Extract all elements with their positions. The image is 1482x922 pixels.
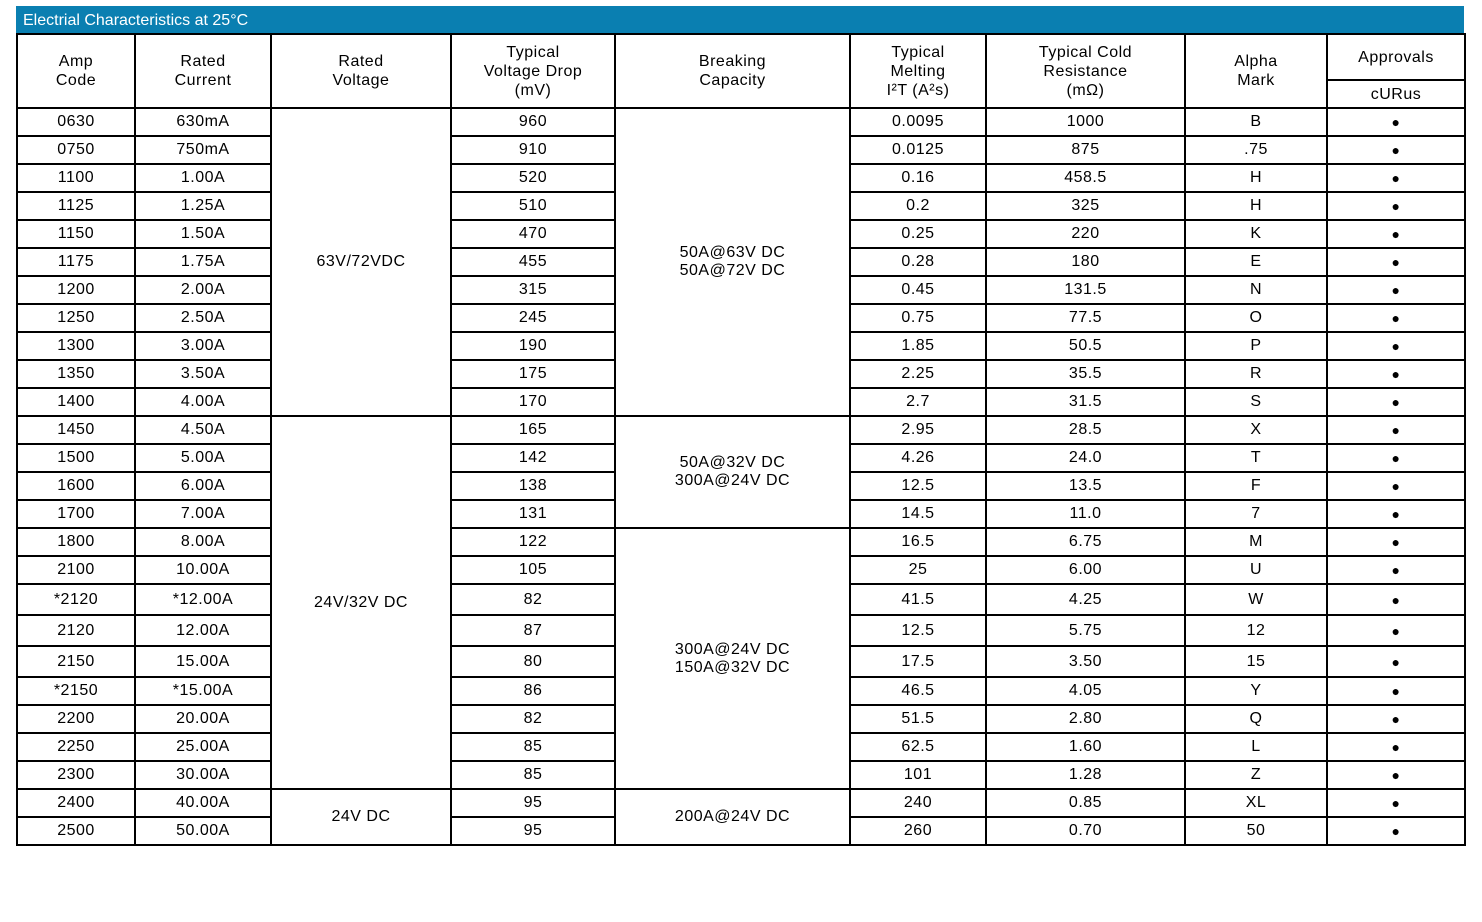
header-approvals-curus: cURus [1327, 80, 1465, 108]
header-voltage-drop [451, 34, 615, 108]
header-rated-current-line: Rated [180, 53, 226, 70]
breaking-capacity-line: 150A@32V DC [674, 658, 791, 676]
header-cold-resistance-line: Typical Cold [1038, 43, 1133, 61]
amp-code-cell: 2250 [17, 733, 135, 761]
rated-current-cell: 3.00A [135, 332, 271, 360]
approval-dot-icon: ● [1327, 136, 1465, 164]
header-melting-line: Typical [891, 43, 945, 61]
rated-current-cell: 5.00A [135, 444, 271, 472]
melting-cell: 260 [850, 817, 986, 845]
alpha-mark-cell: U [1185, 556, 1327, 584]
voltage-drop-cell: 315 [451, 276, 615, 304]
cold-resistance-cell: 24.0 [986, 444, 1185, 472]
alpha-mark-cell: F [1185, 472, 1327, 500]
approval-dot-icon: ● [1327, 761, 1465, 789]
amp-code-cell: 1700 [17, 500, 135, 528]
header-amp-code-line: Code [55, 72, 97, 89]
rated-current-cell: 15.00A [135, 646, 271, 677]
approval-dot-icon: ● [1327, 444, 1465, 472]
rated-current-cell: 2.50A [135, 304, 271, 332]
breaking-capacity-line: 50A@72V DC [679, 262, 786, 279]
header-melting-line: Melting [890, 62, 946, 80]
melting-cell: 46.5 [850, 677, 986, 705]
alpha-mark-cell: O [1185, 304, 1327, 332]
breaking-capacity-line: 50A@63V DC [679, 244, 786, 261]
header-approvals: Approvals [1327, 34, 1465, 80]
breaking-capacity-line: 300A@24V DC [674, 472, 791, 489]
rated-current-cell: 2.00A [135, 276, 271, 304]
amp-code-cell: 1350 [17, 360, 135, 388]
amp-code-cell: 1150 [17, 220, 135, 248]
voltage-drop-cell: 245 [451, 304, 615, 332]
rated-voltage-cell: 24V/32V DC [271, 416, 451, 789]
cold-resistance-cell: 35.5 [986, 360, 1185, 388]
cold-resistance-cell: 50.5 [986, 332, 1185, 360]
voltage-drop-cell: 87 [451, 615, 615, 646]
approval-dot-icon: ● [1327, 677, 1465, 705]
approval-dot-icon: ● [1327, 705, 1465, 733]
rated-current-cell: 4.00A [135, 388, 271, 416]
alpha-mark-cell: 12 [1185, 615, 1327, 646]
melting-cell: 12.5 [850, 615, 986, 646]
rated-current-cell: 630mA [135, 108, 271, 136]
melting-cell: 16.5 [850, 528, 986, 556]
voltage-drop-cell: 175 [451, 360, 615, 388]
header-breaking-capacity-line: Breaking [698, 53, 767, 70]
melting-cell: 0.0125 [850, 136, 986, 164]
alpha-mark-cell: K [1185, 220, 1327, 248]
electrical-characteristics-table [16, 33, 1466, 846]
voltage-drop-cell: 85 [451, 733, 615, 761]
header-voltage-drop-line: Typical [506, 43, 560, 61]
approval-dot-icon: ● [1327, 584, 1465, 615]
alpha-mark-cell: B [1185, 108, 1327, 136]
voltage-drop-cell: 85 [451, 761, 615, 789]
rated-current-cell: 7.00A [135, 500, 271, 528]
header-cold-resistance-line: Resistance [1043, 62, 1128, 80]
voltage-drop-cell: 95 [451, 817, 615, 845]
approval-dot-icon: ● [1327, 164, 1465, 192]
alpha-mark-cell: H [1185, 192, 1327, 220]
rated-current-cell: 4.50A [135, 416, 271, 444]
header-amp-code [17, 34, 135, 108]
voltage-drop-cell: 190 [451, 332, 615, 360]
alpha-mark-cell: S [1185, 388, 1327, 416]
approval-dot-icon: ● [1327, 733, 1465, 761]
cold-resistance-cell: 6.00 [986, 556, 1185, 584]
approval-dot-icon: ● [1327, 646, 1465, 677]
cold-resistance-cell: 4.05 [986, 677, 1185, 705]
voltage-drop-cell: 165 [451, 416, 615, 444]
melting-cell: 240 [850, 789, 986, 817]
voltage-drop-cell: 122 [451, 528, 615, 556]
rated-current-cell: 6.00A [135, 472, 271, 500]
table-row [17, 108, 1465, 136]
cold-resistance-cell: 0.70 [986, 817, 1185, 845]
rated-current-cell: 12.00A [135, 615, 271, 646]
cold-resistance-cell: 0.85 [986, 789, 1185, 817]
cold-resistance-cell: 1000 [986, 108, 1185, 136]
approval-dot-icon: ● [1327, 556, 1465, 584]
alpha-mark-cell: 15 [1185, 646, 1327, 677]
amp-code-cell: 1600 [17, 472, 135, 500]
cold-resistance-cell: 4.25 [986, 584, 1185, 615]
melting-cell: 14.5 [850, 500, 986, 528]
cold-resistance-cell: 6.75 [986, 528, 1185, 556]
table-title: Electrial Characteristics at 25°C [16, 6, 1464, 33]
header-rated-voltage [271, 34, 451, 108]
header-voltage-drop-line: Voltage Drop [483, 62, 583, 80]
cold-resistance-cell: 325 [986, 192, 1185, 220]
amp-code-cell: 1200 [17, 276, 135, 304]
voltage-drop-cell: 455 [451, 248, 615, 276]
cold-resistance-cell: 1.28 [986, 761, 1185, 789]
melting-cell: 2.95 [850, 416, 986, 444]
melting-cell: 0.45 [850, 276, 986, 304]
cold-resistance-cell: 77.5 [986, 304, 1185, 332]
cold-resistance-cell: 220 [986, 220, 1185, 248]
rated-current-cell: 50.00A [135, 817, 271, 845]
header-amp-code-line: Amp [58, 53, 94, 70]
alpha-mark-cell: Z [1185, 761, 1327, 789]
breaking-capacity-line: 50A@32V DC [679, 454, 786, 471]
header-voltage-drop-line: (mV) [514, 81, 552, 99]
amp-code-cell: 2200 [17, 705, 135, 733]
amp-code-cell: 1500 [17, 444, 135, 472]
rated-current-cell: 1.25A [135, 192, 271, 220]
approval-dot-icon: ● [1327, 220, 1465, 248]
alpha-mark-cell: .75 [1185, 136, 1327, 164]
cold-resistance-cell: 458.5 [986, 164, 1185, 192]
header-rated-current [135, 34, 271, 108]
cold-resistance-cell: 13.5 [986, 472, 1185, 500]
approval-dot-icon: ● [1327, 416, 1465, 444]
amp-code-cell: 2100 [17, 556, 135, 584]
melting-cell: 62.5 [850, 733, 986, 761]
table-row [17, 789, 1465, 817]
alpha-mark-cell: E [1185, 248, 1327, 276]
voltage-drop-cell: 82 [451, 584, 615, 615]
melting-cell: 0.25 [850, 220, 986, 248]
alpha-mark-cell: Y [1185, 677, 1327, 705]
cold-resistance-cell: 180 [986, 248, 1185, 276]
breaking-capacity-cell [615, 528, 850, 789]
amp-code-cell: 1100 [17, 164, 135, 192]
header-rated-voltage-line: Voltage [332, 72, 390, 89]
alpha-mark-cell: T [1185, 444, 1327, 472]
approval-dot-icon: ● [1327, 360, 1465, 388]
alpha-mark-cell: P [1185, 332, 1327, 360]
cold-resistance-cell: 5.75 [986, 615, 1185, 646]
approval-dot-icon: ● [1327, 108, 1465, 136]
cold-resistance-cell: 11.0 [986, 500, 1185, 528]
voltage-drop-cell: 170 [451, 388, 615, 416]
voltage-drop-cell: 470 [451, 220, 615, 248]
alpha-mark-cell: XL [1185, 789, 1327, 817]
electrical-characteristics-table-container [16, 6, 1464, 846]
melting-cell: 1.85 [850, 332, 986, 360]
rated-voltage-cell: 63V/72VDC [271, 108, 451, 416]
rated-voltage-cell: 24V DC [271, 789, 451, 845]
breaking-capacity-cell [615, 416, 850, 528]
approval-dot-icon: ● [1327, 528, 1465, 556]
alpha-mark-cell: H [1185, 164, 1327, 192]
melting-cell: 51.5 [850, 705, 986, 733]
melting-cell: 4.26 [850, 444, 986, 472]
breaking-capacity-cell [615, 789, 850, 845]
voltage-drop-cell: 95 [451, 789, 615, 817]
rated-current-cell: 8.00A [135, 528, 271, 556]
approval-dot-icon: ● [1327, 789, 1465, 817]
voltage-drop-cell: 131 [451, 500, 615, 528]
rated-current-cell: 25.00A [135, 733, 271, 761]
approval-dot-icon: ● [1327, 817, 1465, 845]
rated-current-cell: 750mA [135, 136, 271, 164]
approval-dot-icon: ● [1327, 248, 1465, 276]
melting-cell: 0.75 [850, 304, 986, 332]
header-cold-resistance [986, 34, 1185, 108]
approval-dot-icon: ● [1327, 332, 1465, 360]
table-body [17, 108, 1465, 845]
amp-code-cell: *2120 [17, 584, 135, 615]
voltage-drop-cell: 960 [451, 108, 615, 136]
amp-code-cell: 2150 [17, 646, 135, 677]
alpha-mark-cell: L [1185, 733, 1327, 761]
rated-current-cell: 10.00A [135, 556, 271, 584]
alpha-mark-cell: Q [1185, 705, 1327, 733]
melting-cell: 0.28 [850, 248, 986, 276]
cold-resistance-cell: 875 [986, 136, 1185, 164]
melting-cell: 101 [850, 761, 986, 789]
voltage-drop-cell: 138 [451, 472, 615, 500]
header-melting-line: I²T (A²s) [886, 81, 950, 99]
voltage-drop-cell: 82 [451, 705, 615, 733]
approval-dot-icon: ● [1327, 388, 1465, 416]
rated-current-cell: 3.50A [135, 360, 271, 388]
rated-current-cell: 20.00A [135, 705, 271, 733]
approval-dot-icon: ● [1327, 304, 1465, 332]
voltage-drop-cell: 142 [451, 444, 615, 472]
header-alpha-mark [1185, 34, 1327, 108]
voltage-drop-cell: 510 [451, 192, 615, 220]
voltage-drop-cell: 86 [451, 677, 615, 705]
amp-code-cell: 0750 [17, 136, 135, 164]
alpha-mark-cell: X [1185, 416, 1327, 444]
rated-current-cell: 40.00A [135, 789, 271, 817]
alpha-mark-cell: M [1185, 528, 1327, 556]
amp-code-cell: 1125 [17, 192, 135, 220]
breaking-capacity-line: 200A@24V DC [674, 808, 791, 825]
cold-resistance-cell: 2.80 [986, 705, 1185, 733]
melting-cell: 41.5 [850, 584, 986, 615]
alpha-mark-cell: W [1185, 584, 1327, 615]
alpha-mark-cell: 7 [1185, 500, 1327, 528]
header-rated-voltage-line: Rated [338, 53, 384, 70]
approval-dot-icon: ● [1327, 500, 1465, 528]
approval-dot-icon: ● [1327, 472, 1465, 500]
cold-resistance-cell: 31.5 [986, 388, 1185, 416]
table-row [17, 528, 1465, 556]
rated-current-cell: 30.00A [135, 761, 271, 789]
header-breaking-capacity-line: Capacity [699, 72, 766, 89]
header-breaking-capacity [615, 34, 850, 108]
voltage-drop-cell: 105 [451, 556, 615, 584]
amp-code-cell: 1400 [17, 388, 135, 416]
voltage-drop-cell: 80 [451, 646, 615, 677]
table-row [17, 416, 1465, 444]
melting-cell: 0.16 [850, 164, 986, 192]
rated-current-cell: 1.00A [135, 164, 271, 192]
amp-code-cell: 0630 [17, 108, 135, 136]
voltage-drop-cell: 910 [451, 136, 615, 164]
header-melting [850, 34, 986, 108]
cold-resistance-cell: 28.5 [986, 416, 1185, 444]
approval-dot-icon: ● [1327, 615, 1465, 646]
amp-code-cell: 1800 [17, 528, 135, 556]
melting-cell: 2.25 [850, 360, 986, 388]
cold-resistance-cell: 131.5 [986, 276, 1185, 304]
amp-code-cell: 1250 [17, 304, 135, 332]
amp-code-cell: 2300 [17, 761, 135, 789]
header-cold-resistance-line: (mΩ) [1066, 81, 1105, 99]
amp-code-cell: 2120 [17, 615, 135, 646]
alpha-mark-cell: N [1185, 276, 1327, 304]
breaking-capacity-cell [615, 108, 850, 416]
amp-code-cell: 1300 [17, 332, 135, 360]
amp-code-cell: 2500 [17, 817, 135, 845]
amp-code-cell: 1450 [17, 416, 135, 444]
melting-cell: 2.7 [850, 388, 986, 416]
breaking-capacity-line: 300A@24V DC [674, 640, 791, 658]
amp-code-cell: 2400 [17, 789, 135, 817]
rated-current-cell: *12.00A [135, 584, 271, 615]
approval-dot-icon: ● [1327, 192, 1465, 220]
rated-current-cell: 1.75A [135, 248, 271, 276]
melting-cell: 12.5 [850, 472, 986, 500]
amp-code-cell: *2150 [17, 677, 135, 705]
header-alpha-mark-line: Alpha [1234, 53, 1278, 70]
header-rated-current-line: Current [174, 72, 232, 89]
rated-current-cell: 1.50A [135, 220, 271, 248]
voltage-drop-cell: 520 [451, 164, 615, 192]
melting-cell: 0.2 [850, 192, 986, 220]
melting-cell: 25 [850, 556, 986, 584]
cold-resistance-cell: 3.50 [986, 646, 1185, 677]
melting-cell: 17.5 [850, 646, 986, 677]
alpha-mark-cell: 50 [1185, 817, 1327, 845]
header-alpha-mark-line: Mark [1237, 72, 1275, 89]
cold-resistance-cell: 1.60 [986, 733, 1185, 761]
approval-dot-icon: ● [1327, 276, 1465, 304]
melting-cell: 0.0095 [850, 108, 986, 136]
rated-current-cell: *15.00A [135, 677, 271, 705]
alpha-mark-cell: R [1185, 360, 1327, 388]
amp-code-cell: 1175 [17, 248, 135, 276]
